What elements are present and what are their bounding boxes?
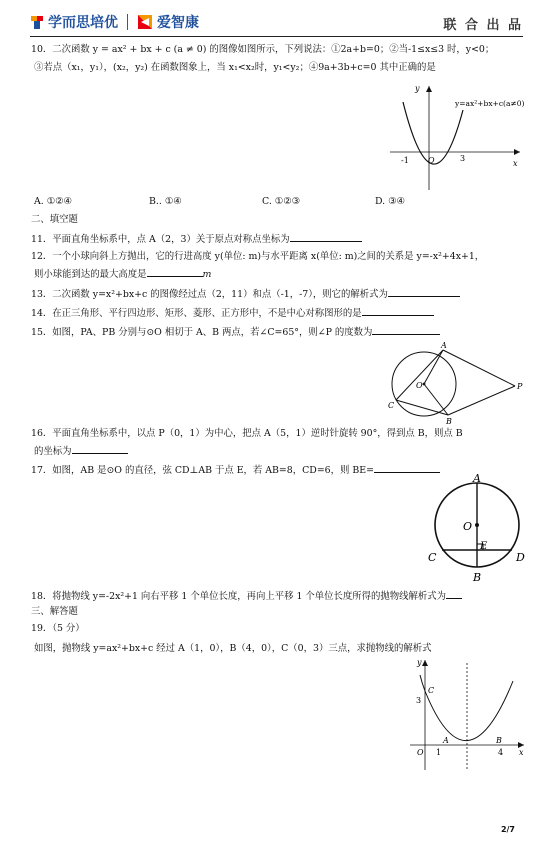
- q16-answer-blank: [72, 444, 128, 454]
- q10-parabola-graph: [385, 82, 525, 192]
- q10-axis-x: x: [513, 159, 518, 168]
- header-divider: [30, 36, 523, 37]
- q10-option-d: D. ③④: [375, 196, 405, 207]
- q16-line1: 16．平面直角坐标系中，以点 P（0，1）为中心，把点 A（5，1）逆时针旋转 90°，得到点 B，则点 B: [31, 428, 463, 439]
- q17-label-b: B: [473, 571, 482, 584]
- q18-answer-blank: [446, 589, 462, 599]
- q16-line2: [34, 444, 128, 458]
- section-answer: 三、解答题: [31, 606, 78, 617]
- q19-label-b: B: [496, 736, 502, 745]
- q10-option-c: C. ①②③: [262, 196, 301, 207]
- q17-text: 17．如图，AB 是⊙O 的直径，弦 CD⊥AB 于点 E，若 AB=8，CD=6，则 BE=: [31, 465, 374, 476]
- q15-circle-diagram: [380, 340, 530, 428]
- q10-tick-3: 3: [460, 154, 466, 163]
- q17-label-o: O: [463, 520, 473, 533]
- q10-graph-label: y=ax²+bx+c(a≠0): [455, 99, 525, 108]
- q14-line: [31, 306, 434, 320]
- xueersi-logo-icon: [30, 14, 44, 30]
- q19-text: 如图，抛物线 y=ax²+bx+c 经过 A（1，0），B（4，0），C（0，3）三点，求抛物线的解析式: [34, 643, 432, 654]
- q19-label-3: 3: [416, 696, 422, 705]
- q15-label-b: B: [446, 417, 452, 426]
- q19-label-a: A: [443, 736, 449, 745]
- q13-text: 13．二次函数 y=x²+bx+c 的图像经过点（2，11）和点（-1，-7），则它的解析式为: [31, 289, 388, 300]
- q17-circle-diagram: [420, 470, 535, 588]
- q10-axis-y: y: [415, 84, 420, 93]
- q11-answer-blank: [290, 232, 362, 242]
- q13-line: [31, 287, 460, 301]
- q17-label-e: E: [480, 541, 488, 552]
- q15-label-o: O: [416, 381, 423, 390]
- q19-head: 19．（5 分）: [31, 623, 85, 634]
- q10-tick-neg1: -1: [401, 156, 409, 165]
- q11-text: 11．平面直角坐标系中，点 A（2，3）关于原点对称点坐标为: [31, 234, 290, 245]
- page-number: 2/7: [500, 825, 515, 834]
- section-fill-blank: 二、填空题: [31, 214, 78, 225]
- q19-axis-x: x: [519, 748, 524, 757]
- q19-label-4: 4: [498, 748, 504, 757]
- q14-answer-blank: [362, 306, 434, 316]
- header-brand: [30, 12, 199, 32]
- q15-label-a: A: [441, 341, 447, 350]
- q12-line2: [34, 267, 211, 281]
- q19-parabola-graph: [400, 655, 530, 773]
- q15-line: [31, 325, 440, 339]
- q10-option-a: A. ①②④: [34, 196, 72, 207]
- q17-label-c: C: [428, 551, 437, 564]
- q18-text: 18．将抛物线 y=-2x²+1 向右平移 1 个单位长度，再向上平移 1 个单位长度所得的抛物线解析式为: [31, 591, 447, 602]
- q12-text: 则小球能到达的最大高度是: [34, 269, 147, 280]
- q19-label-o: O: [417, 748, 424, 757]
- brand-xueersi: 学而思培优: [48, 15, 118, 31]
- q10-option-b: B.. ①④: [149, 196, 182, 207]
- brand-separator: [127, 14, 128, 30]
- q17-label-d: D: [516, 551, 525, 564]
- q17-label-a: A: [473, 472, 481, 485]
- q12-unit: m: [202, 269, 212, 280]
- q16-text: 的坐标为: [34, 446, 72, 457]
- q19-label-c: C: [428, 686, 435, 695]
- q12-line1: 12．一个小球向斜上方抛出，它的行进高度 y(单位: m)与水平距离 x(单位: m)之间的关系是 y=-x²+4x+1，: [31, 251, 485, 262]
- q15-label-c: C: [388, 401, 395, 410]
- q19-axis-y: y: [417, 658, 422, 667]
- q10-origin: O: [428, 156, 435, 165]
- brand-aizhikang: 爱智康: [157, 15, 199, 31]
- q19-label-1: 1: [436, 748, 442, 757]
- joint-publish-label: 联 合 出 品: [443, 18, 523, 33]
- q15-label-p: P: [517, 382, 523, 391]
- q10-line1: 10．二次函数 y = ax² + bx + c (a ≠ 0) 的图像如图所示，下列说法：①2a+b=0；②当-1≤x≤3 时，y<0；: [31, 44, 495, 55]
- q18-line: [31, 589, 462, 603]
- q15-text: 15．如图，PA、PB 分别与⊙O 相切于 A、B 两点，若∠C=65°，则∠P 的度数为: [31, 327, 373, 338]
- q17-line: [31, 463, 440, 477]
- q13-answer-blank: [388, 287, 460, 297]
- q14-text: 14．在正三角形、平行四边形、矩形、菱形、正方形中，不是中心对称图形的是: [31, 308, 362, 319]
- q11-line: [31, 232, 362, 246]
- q10-line2: ③若点（x₁，y₁），(x₂，y₂) 在函数图象上，当 x₁<x₂时，y₁<y₂；④9a+3b+c=0 其中正确的是: [34, 62, 436, 73]
- aizhikang-logo-icon: [137, 14, 153, 30]
- q12-answer-blank: [147, 267, 203, 277]
- q15-answer-blank: [372, 325, 440, 335]
